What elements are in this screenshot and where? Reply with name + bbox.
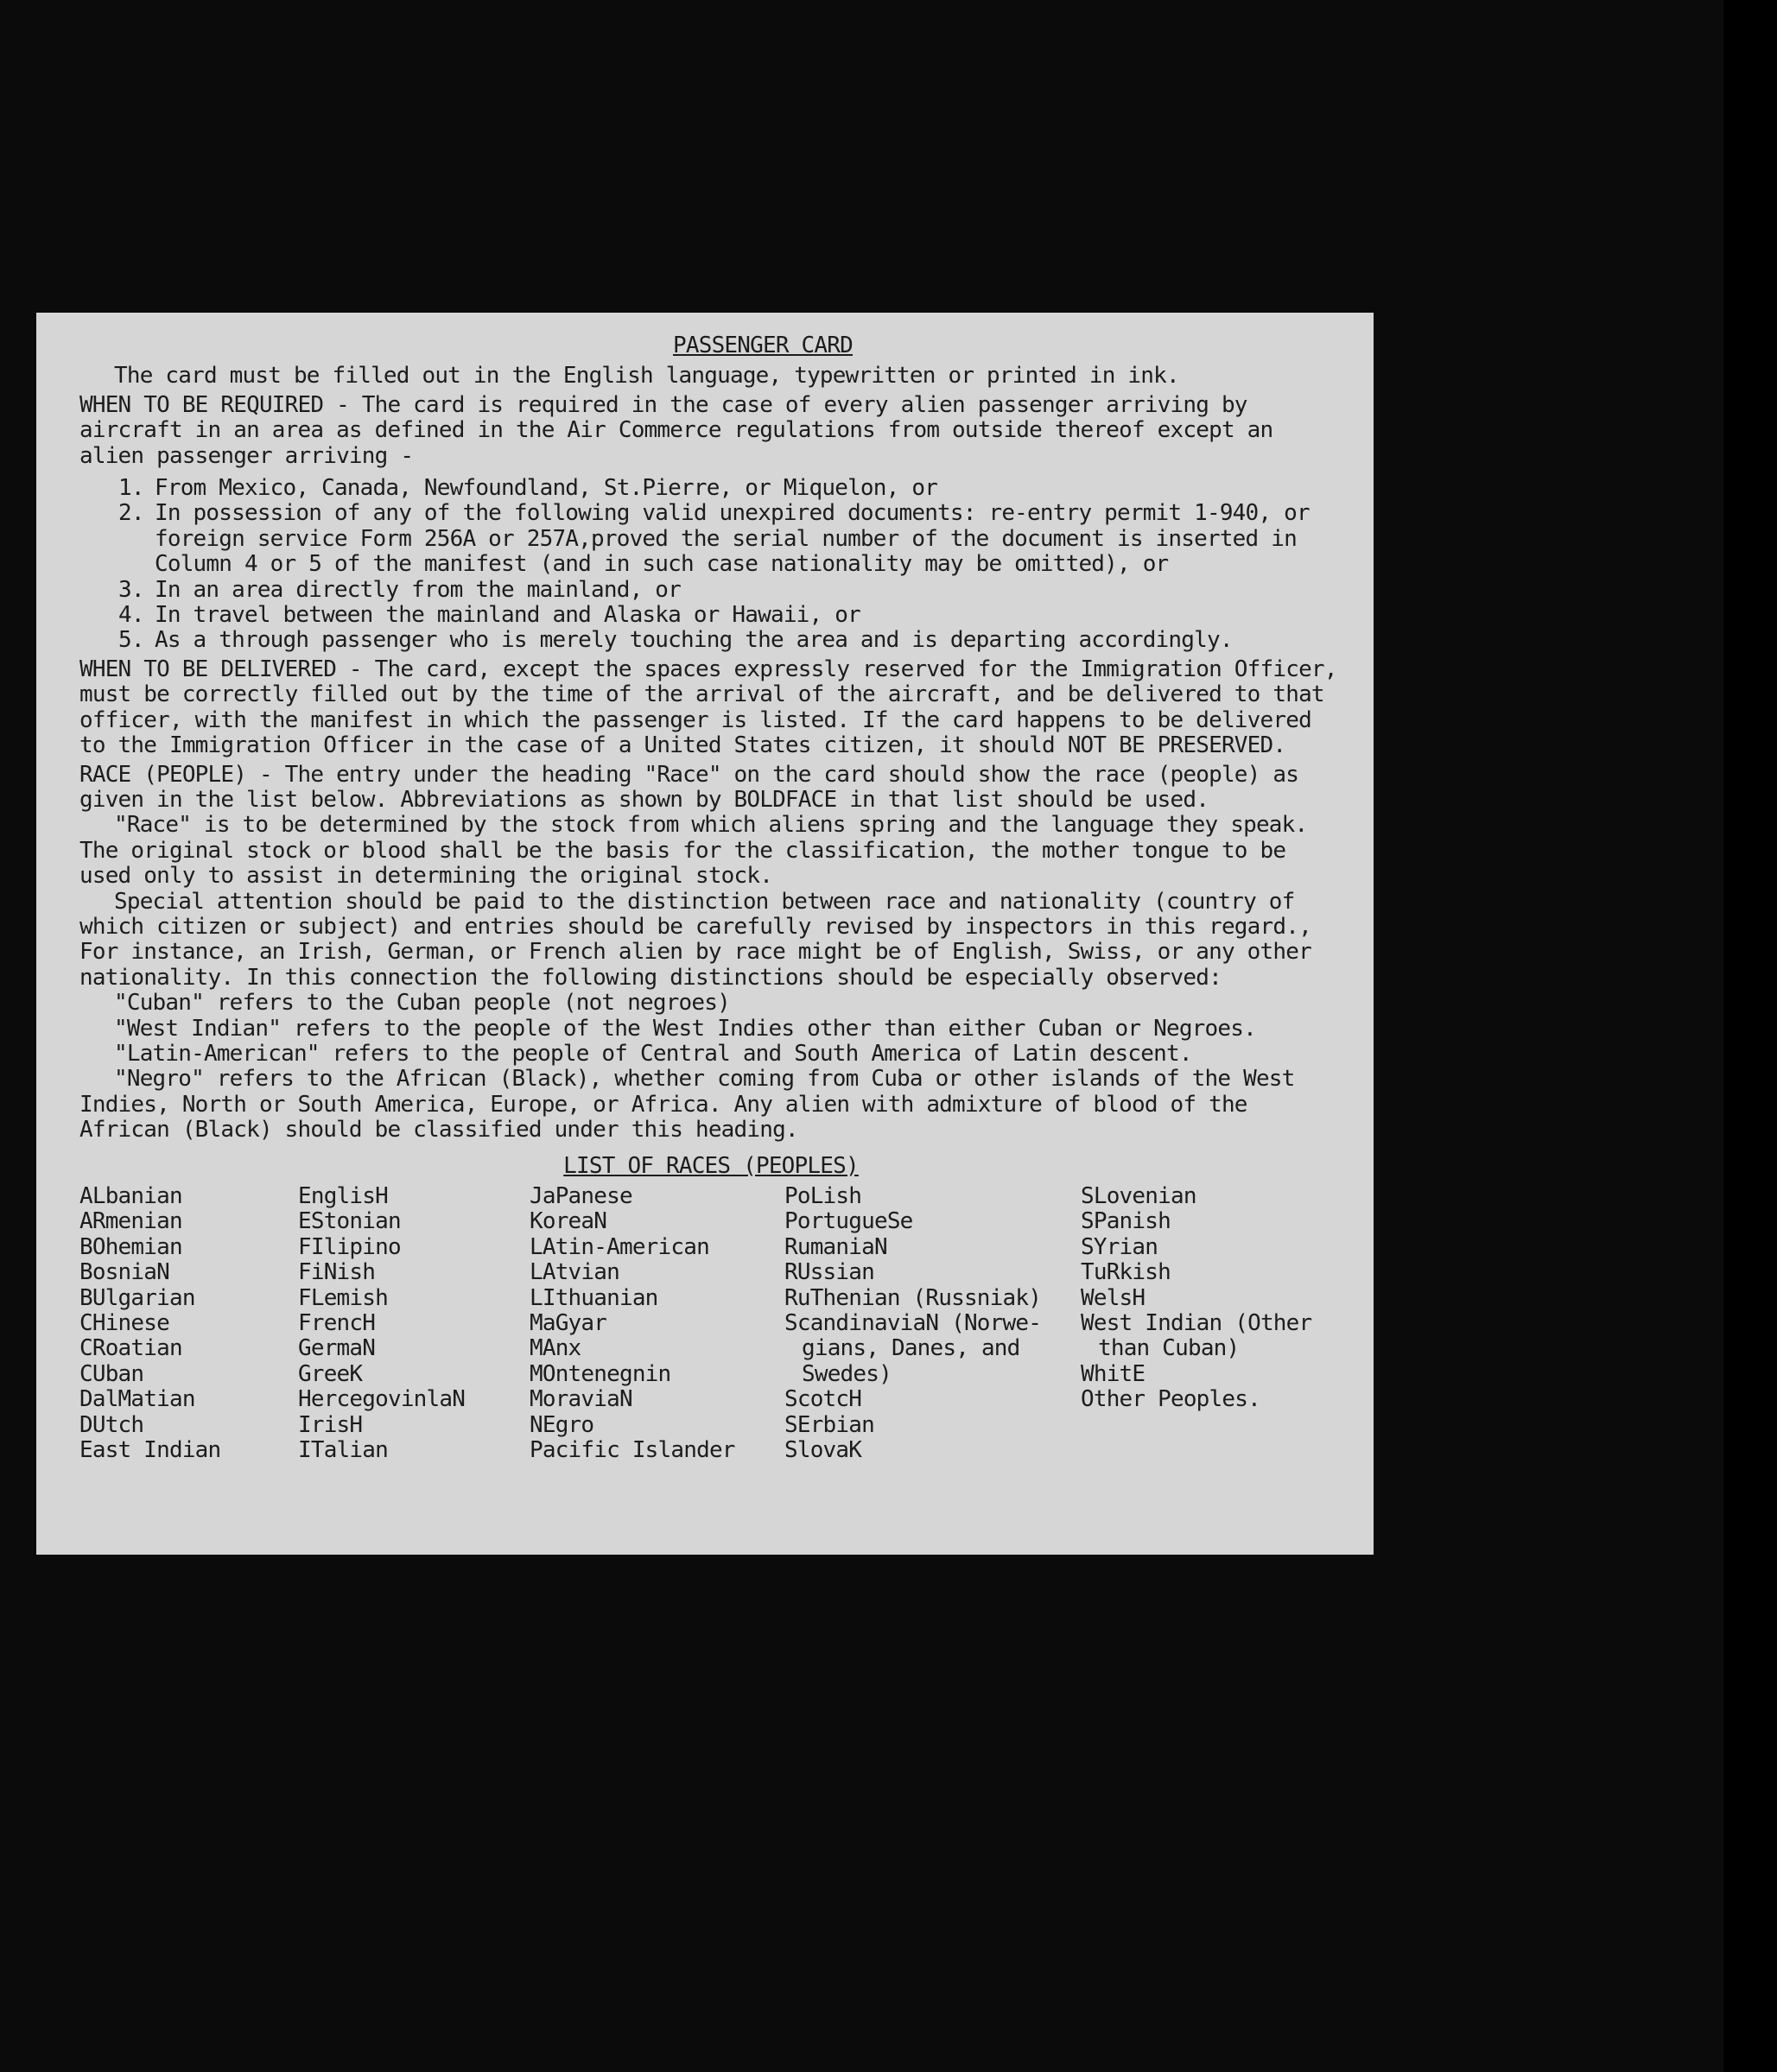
races-column-2: [298, 1184, 530, 1463]
race-entry: WelsH: [1081, 1284, 1146, 1311]
race-people-paragraph: RACE (PEOPLE) - The entry under the heading "Race" on the card should show the race (people) as given in the list below. Abbreviations as shown by BOLDFACE in that list should be used.: [79, 761, 1299, 813]
race-entry: BosniaN: [79, 1259, 169, 1286]
race-entry: SPanish: [1081, 1208, 1171, 1235]
race-entry: TuRkish: [1081, 1259, 1171, 1286]
race-entry: CUban: [79, 1360, 144, 1387]
race-entry: Pacific Islander: [530, 1437, 735, 1464]
item-text: As a through passenger who is merely touching the area and is departing accordingly.: [155, 627, 1233, 654]
race-entry: RUssian: [784, 1259, 874, 1286]
race-entry: SYrian: [1081, 1233, 1158, 1260]
race-entry: ALbanian: [79, 1183, 182, 1209]
item-text: In possession of any of the following valid unexpired documents: re-entry permit 1-940, or foreign service Form 256A or 257A,proved the serial number of the document is inserted in Column 4 or 5 of the manifest (and in such case nationality may be omitted), or: [155, 500, 1310, 578]
when-required-paragraph: WHEN TO BE REQUIRED - The card is required in the case of every alien passenger arriving by aircraft in an area as defined in the Air Commerce regulations from outside thereof except an alien passenger arriving -: [79, 391, 1273, 469]
cuban-definition: "Cuban" refers to the Cuban people (not negroes): [114, 990, 730, 1017]
race-entry: BUlgarian: [79, 1284, 195, 1311]
races-column-3: [530, 1184, 784, 1463]
item-number: 4.: [118, 602, 144, 629]
race-entry: FiNish: [298, 1259, 376, 1286]
race-entry: FrencH: [298, 1310, 376, 1337]
list-item: [79, 476, 1342, 501]
race-entry: MaGyar: [530, 1310, 607, 1337]
race-entry: RumaniaN: [784, 1233, 887, 1260]
item-number: 2.: [118, 500, 144, 527]
list-item: [79, 628, 1342, 653]
race-entry: RuThenian (Russniak): [784, 1284, 1042, 1311]
film-edge-strip: [1723, 0, 1777, 2072]
race-entry: EStonian: [298, 1208, 401, 1235]
race-entry: SErbian: [784, 1411, 874, 1438]
race-entry: MOntenegnin: [530, 1360, 671, 1387]
race-entry: ITalian: [298, 1437, 388, 1464]
negro-definition: "Negro" refers to the African (Black), whether coming from Cuba or other islands of the West Indies, North or South America, Europe, or Africa. Any alien with admixture of blood of the African (Black) should be classified under this heading.: [79, 1066, 1295, 1144]
item-number: 5.: [118, 627, 144, 654]
races-column-1: [79, 1184, 298, 1463]
race-entry: DUtch: [79, 1411, 144, 1438]
race-entry: Other Peoples.: [1081, 1386, 1260, 1413]
list-item: [79, 578, 1342, 603]
list-item: [79, 501, 1342, 577]
race-entry: PoLish: [784, 1183, 862, 1209]
race-entry: than Cuban): [1098, 1335, 1240, 1362]
race-entry: EnglisH: [298, 1183, 388, 1209]
item-text: From Mexico, Canada, Newfoundland, St.Pierre, or Miquelon, or: [155, 475, 938, 502]
when-delivered-paragraph: WHEN TO BE DELIVERED - The card, except the spaces expressly reserved for the Immigration Officer, must be correctly filled out by the time of the arrival of the aircraft, and be delivered to that officer, with the manifest in which the passenger is listed. If the card happens to be delivered to the Immigration Officer in the case of a United States citizen, it should NOT BE PRESERVED.: [79, 656, 1337, 759]
race-entry: SlovaK: [784, 1437, 862, 1464]
race-entry: CHinese: [79, 1310, 169, 1337]
race-entry: FIlipino: [298, 1233, 401, 1260]
race-entry: East Indian: [79, 1437, 221, 1464]
race-entry: BOhemian: [79, 1233, 182, 1260]
race-entry: LAtin-American: [530, 1233, 709, 1260]
races-list: [79, 1184, 1342, 1463]
race-entry: PortugueSe: [784, 1208, 913, 1235]
race-entry: NEgro: [530, 1411, 594, 1438]
race-entry: MAnx: [530, 1335, 581, 1362]
race-entry: IrisH: [298, 1411, 363, 1438]
race-determined-paragraph: "Race" is to be determined by the stock from which aliens spring and the language they speak. The original stock or blood shall be the basis for the classification, the mother tongue to be used only to assist in determining the original stock.: [79, 812, 1308, 890]
race-entry: JaPanese: [530, 1183, 632, 1209]
race-entry: ScandinaviaN (Norwe-: [784, 1310, 1042, 1337]
card-title: PASSENGER CARD: [673, 333, 853, 358]
intro-text: The card must be filled out in the English language, typewritten or printed in ink.: [114, 363, 1179, 390]
item-text: In travel between the mainland and Alaska or Hawaii, or: [155, 602, 860, 629]
race-entry: West Indian (Other: [1081, 1310, 1312, 1337]
race-entry: HercegovinlaN: [298, 1386, 466, 1413]
races-column-5: [1081, 1184, 1340, 1463]
race-entry: LIthuanian: [530, 1284, 658, 1311]
latin-american-definition: "Latin-American" refers to the people of Central and South America of Latin descent.: [114, 1040, 1192, 1067]
race-entry: GreeK: [298, 1360, 363, 1387]
item-number: 1.: [118, 475, 144, 502]
required-exceptions-list: [79, 476, 1342, 654]
race-entry: Swedes): [802, 1360, 892, 1387]
race-entry: KoreaN: [530, 1208, 607, 1235]
race-entry: FLemish: [298, 1284, 388, 1311]
race-entry: LAtvian: [530, 1259, 619, 1286]
list-item: [79, 603, 1342, 628]
passenger-card-document: [36, 313, 1374, 1555]
item-number: 3.: [118, 576, 144, 603]
race-entry: WhitE: [1081, 1360, 1146, 1387]
race-entry: DalMatian: [79, 1386, 195, 1413]
special-attention-paragraph: Special attention should be paid to the distinction between race and nationality (country of which citizen or subject) and entries should be carefully revised by inspectors in this regard., For instance, an Irish, German, or French alien by race might be of English, Swiss, or any other nationality. In this connection the following distinctions should be especially observed:: [79, 888, 1311, 991]
races-list-title: LIST OF RACES (PEOPLES): [563, 1152, 859, 1179]
race-entry: SLovenian: [1081, 1183, 1196, 1209]
races-column-4: [784, 1184, 1081, 1463]
race-entry: CRoatian: [79, 1335, 182, 1362]
west-indian-definition: "West Indian" refers to the people of the West Indies other than either Cuban or Negroes.: [114, 1015, 1256, 1042]
race-entry: MoraviaN: [530, 1386, 632, 1413]
race-entry: gians, Danes, and: [802, 1335, 1020, 1362]
race-entry: ScotcH: [784, 1386, 862, 1413]
item-text: In an area directly from the mainland, or: [155, 576, 681, 603]
race-entry: ARmenian: [79, 1208, 182, 1235]
race-entry: GermaN: [298, 1335, 376, 1362]
